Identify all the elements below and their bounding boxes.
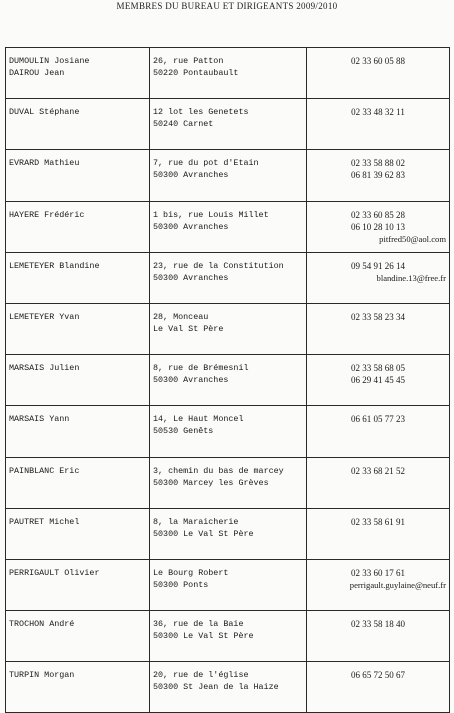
member-name: TURPIN Morgan: [9, 670, 75, 681]
member-phone: 02 33 60 05 88: [351, 56, 405, 66]
member-address-line: 12 lot les Genetets: [153, 107, 249, 118]
member-address-line: 50220 Pontaubault: [153, 68, 239, 78]
member-name: LEMETEYER Blandine: [9, 260, 100, 271]
member-contact-cell: [307, 611, 450, 662]
member-address-cell: [150, 611, 307, 662]
table-row: [6, 406, 450, 457]
member-address-line: 20, rue de l'église: [153, 670, 249, 681]
member-address-line: 50240 Carnet: [153, 119, 214, 130]
members-table-container: [5, 47, 450, 693]
member-contact-cell: [307, 559, 450, 610]
member-phone: 02 33 60 85 28: [351, 209, 405, 220]
member-name: DAIROU Jean: [9, 68, 65, 78]
member-phone: 02 33 58 61 91: [351, 516, 405, 527]
member-address-line: Le Bourg Robert: [153, 567, 229, 578]
table-row: [6, 611, 450, 662]
member-email: perrigault.guylaine@neuf.fr: [349, 579, 446, 590]
member-name: MARSAIS Yann: [9, 414, 70, 425]
member-address-line: 3, chemin du bas de marcey: [153, 465, 284, 476]
member-name-cell: [6, 48, 150, 99]
member-address-line: 50300 Avranches: [153, 221, 229, 232]
member-phone: 02 33 58 18 40: [351, 619, 405, 630]
member-contact-cell: [307, 457, 450, 508]
member-phone: 02 33 58 68 05: [351, 363, 405, 374]
members-table: [5, 47, 450, 713]
member-name-cell: [6, 406, 150, 457]
member-address-cell: [150, 355, 307, 406]
member-name-cell: [6, 355, 150, 406]
member-name-cell: [6, 201, 150, 252]
member-address-line: 8, rue de Brémesnil: [153, 363, 249, 374]
member-address-line: 50300 Avranches: [153, 170, 229, 181]
member-phone: 02 33 58 23 34: [351, 311, 405, 322]
member-phone: 02 33 48 32 11: [351, 107, 405, 118]
table-row: [6, 201, 450, 252]
table-row: [6, 355, 450, 406]
member-phone: 06 61 05 77 23: [351, 414, 405, 425]
member-address-cell: [150, 457, 307, 508]
member-contact-cell: [307, 662, 450, 713]
member-email: pitfred50@aol.com: [379, 233, 446, 244]
document-title: MEMBRES DU BUREAU ET DIRIGEANTS 2009/2010: [116, 1, 338, 11]
table-row: [6, 48, 450, 99]
table-row: [6, 559, 450, 610]
member-name-cell: [6, 559, 150, 610]
member-contact-cell: [307, 303, 450, 354]
member-address-line: 50300 Avranches: [153, 375, 229, 386]
member-address-line: 1 bis, rue Louis Millet: [153, 209, 269, 220]
member-name-cell: [6, 99, 150, 150]
member-address-cell: [150, 662, 307, 713]
member-address-line: 23, rue de la Constitution: [153, 260, 284, 271]
member-address-cell: [150, 559, 307, 610]
member-address-cell: [150, 99, 307, 150]
member-address-cell: [150, 48, 307, 99]
member-contact-cell: [307, 48, 450, 99]
member-address-line: 8, la Maraicherie: [153, 516, 239, 527]
member-address-cell: [150, 303, 307, 354]
member-address-cell: [150, 406, 307, 457]
table-row: [6, 457, 450, 508]
member-name: EVRARD Mathieu: [9, 158, 80, 169]
member-email: blandine.13@free.fr: [376, 272, 446, 283]
member-address-cell: [150, 150, 307, 201]
member-phone: 06 81 39 62 83: [351, 170, 405, 181]
member-address-line: 50300 Avranches: [153, 272, 229, 283]
table-row: [6, 99, 450, 150]
member-phone: 09 54 91 26 14: [351, 260, 405, 271]
member-name: LEMETEYER Yvan: [9, 311, 80, 322]
member-contact-cell: [307, 508, 450, 559]
member-name: PAUTRET Michel: [9, 516, 80, 527]
member-phone: 06 65 72 50 67: [351, 670, 405, 681]
member-phone: 06 29 41 45 45: [351, 375, 405, 386]
table-row: [6, 252, 450, 303]
member-address-cell: [150, 252, 307, 303]
member-address-line: 36, rue de la Baie: [153, 619, 244, 630]
member-phone: 02 33 68 21 52: [351, 465, 405, 476]
member-address-line: 50300 Le Val St Père: [153, 631, 254, 642]
member-name-cell: [6, 150, 150, 201]
member-name-cell: [6, 457, 150, 508]
member-contact-cell: [307, 150, 450, 201]
member-address-cell: [150, 508, 307, 559]
member-address-line: 14, Le Haut Moncel: [153, 414, 244, 425]
member-address-line: 50300 Ponts: [153, 579, 209, 590]
member-address-line: 28, Monceau: [153, 311, 209, 322]
member-name-cell: [6, 611, 150, 662]
member-address-line: Le Val St Père: [153, 323, 224, 334]
member-name: HAYERE Frédéric: [9, 209, 85, 220]
member-name-cell: [6, 508, 150, 559]
member-name-cell: [6, 252, 150, 303]
member-address-line: 7, rue du pot d'Etain: [153, 158, 259, 169]
member-address-cell: [150, 201, 307, 252]
member-contact-cell: [307, 355, 450, 406]
table-row: [6, 508, 450, 559]
member-address-line: 50300 St Jean de la Haize: [153, 682, 279, 693]
member-address-line: 26, rue Patton: [153, 56, 224, 66]
member-name-cell: [6, 662, 150, 713]
member-phone: 02 33 58 88 02: [351, 158, 405, 169]
table-row: [6, 303, 450, 354]
member-contact-cell: [307, 406, 450, 457]
member-name: PAINBLANC Eric: [9, 465, 80, 476]
member-contact-cell: [307, 99, 450, 150]
member-name: DUMOULIN Josiane: [9, 56, 90, 66]
table-row: [6, 662, 450, 713]
member-phone: 02 33 60 17 61: [351, 567, 405, 578]
member-name: PERRIGAULT Olivier: [9, 567, 100, 578]
member-name: TROCHON André: [9, 619, 75, 630]
member-address-line: 50300 Le Val St Père: [153, 528, 254, 539]
member-contact-cell: [307, 201, 450, 252]
member-address-line: 50530 Genêts: [153, 426, 214, 437]
member-phone: 06 10 28 10 13: [351, 221, 405, 232]
member-name: MARSAIS Julien: [9, 363, 80, 374]
member-name-cell: [6, 303, 150, 354]
member-contact-cell: [307, 252, 450, 303]
table-row: [6, 150, 450, 201]
members-table-body: [6, 48, 450, 713]
member-address-line: 50300 Marcey les Grèves: [153, 477, 269, 488]
member-name: DUVAL Stéphane: [9, 107, 80, 118]
